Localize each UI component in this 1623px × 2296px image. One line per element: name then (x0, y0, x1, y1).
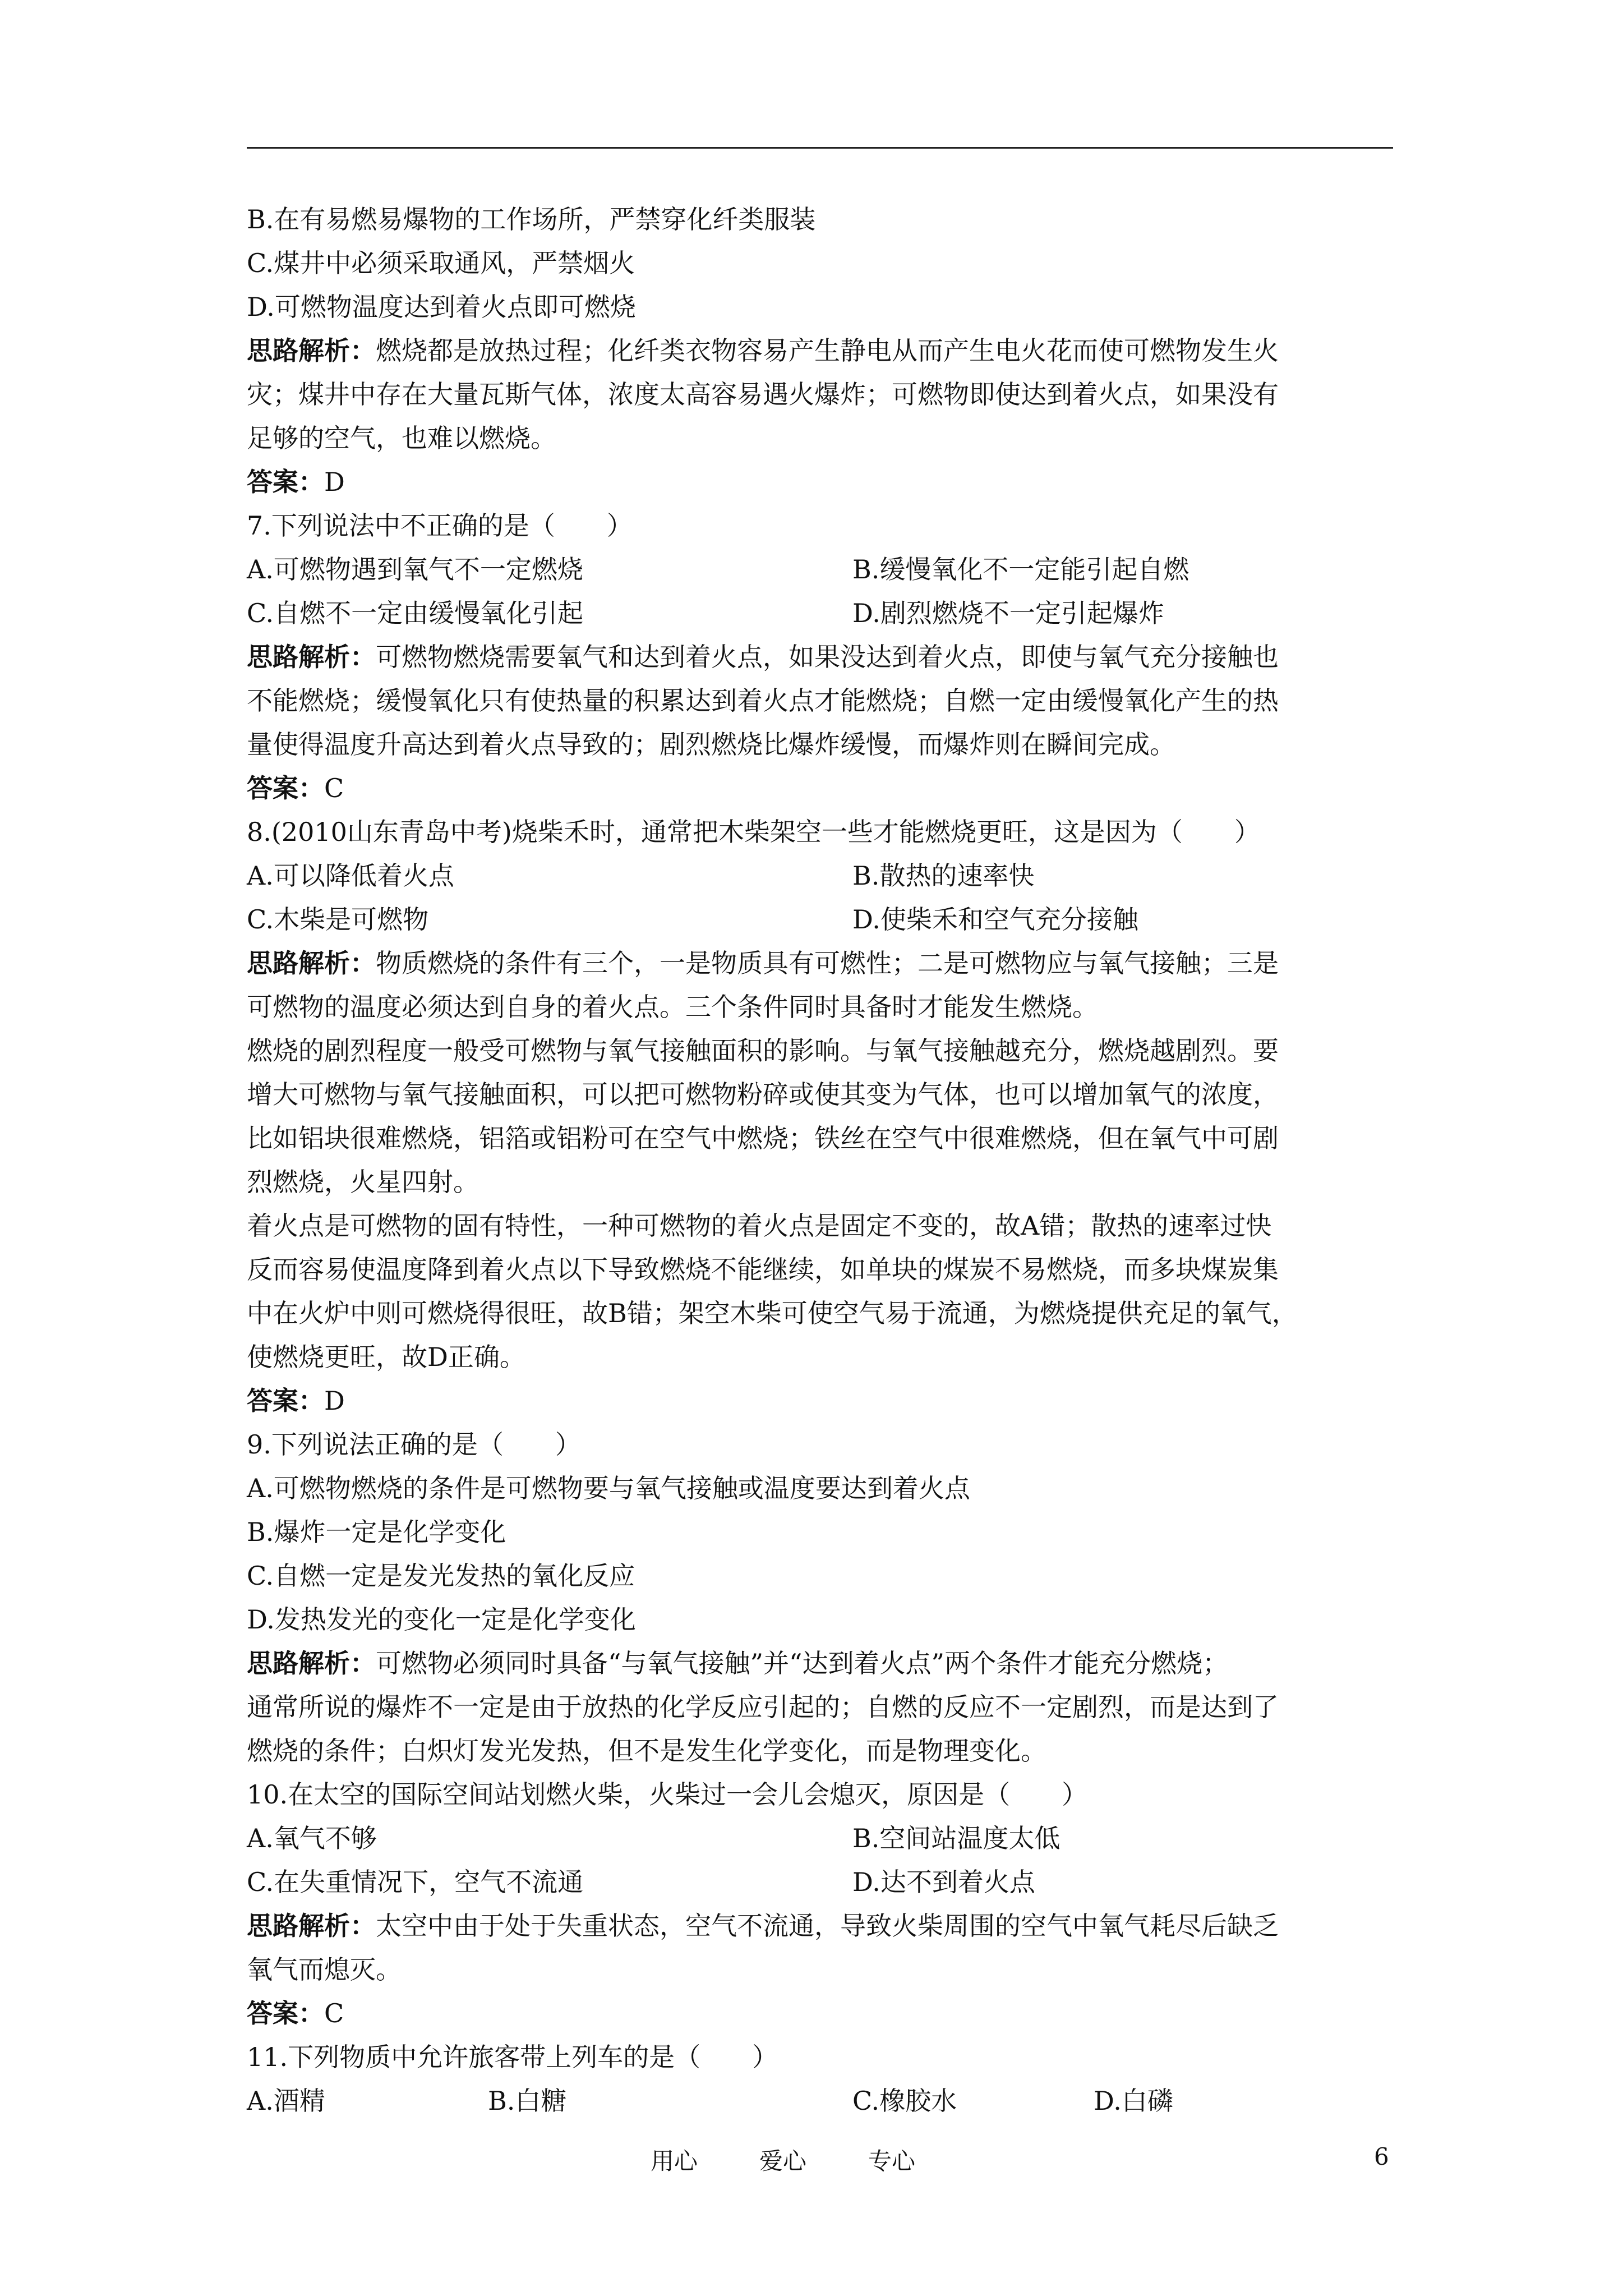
option: C.自燃不一定由缓慢氧化引起 (247, 598, 584, 628)
option-line: B.在有易燃易爆物的工作场所，严禁穿化纤类服装 (247, 204, 816, 234)
q11-options-row (247, 2079, 1393, 2123)
q7-answer: 答案：C (247, 773, 344, 803)
q6-answer: 答案：D (247, 467, 345, 497)
option: B.缓慢氧化不一定能引起自燃 (852, 554, 1189, 585)
analysis-label: 思路解析： (247, 1648, 376, 1678)
q8-extra-line: 比如铝块很难燃烧，铝箔或铝粉可在空气中燃烧；铁丝在空气中很难燃烧，但在氧气中可剧 (247, 1123, 1279, 1153)
option: C.自燃一定是发光发热的氧化反应 (247, 1561, 635, 1591)
q8-extra-line: 反而容易使温度降到着火点以下导致燃烧不能继续，如单块的煤炭不易燃烧，而多块煤炭集 (247, 1254, 1279, 1285)
option-line: C.煤井中必须采取通风，严禁烟火 (247, 248, 635, 278)
option: C.在失重情况下，空气不流通 (247, 1867, 584, 1897)
q7-options-row (247, 547, 1393, 591)
q7-options-row (247, 591, 1393, 635)
option: D.剧烈燃烧不一定引起爆炸 (852, 598, 1164, 628)
q8-options-row (247, 898, 1393, 941)
option: D.白磷 (1094, 2086, 1173, 2116)
q10-options-row (247, 1860, 1393, 1904)
q7-analysis-line: 思路解析：可燃物燃烧需要氧气和达到着火点，如果没达到着火点，即使与氧气充分接触也 (247, 642, 1279, 672)
option: D.发热发光的变化一定是化学变化 (247, 1604, 636, 1635)
analysis-label: 思路解析： (247, 1911, 376, 1941)
analysis-label: 思路解析： (247, 642, 376, 672)
option: A.酒精 (247, 2086, 325, 2116)
q8-extra-line: 增大可燃物与氧气接触面积，可以把可燃物粉碎或使其变为气体，也可以增加氧气的浓度， (247, 1079, 1279, 1110)
q6-analysis-line: 灾；煤井中存在大量瓦斯气体，浓度太高容易遇火爆炸；可燃物即使达到着火点，如果没有 (247, 379, 1279, 409)
q8-extra-line: 燃烧的剧烈程度一般受可燃物与氧气接触面积的影响。与氧气接触越充分，燃烧越剧烈。要 (247, 1036, 1279, 1066)
header-rule (247, 147, 1393, 149)
option: B.空间站温度太低 (852, 1823, 1061, 1853)
q10-stem: 10.在太空的国际空间站划燃火柴，火柴过一会儿会熄灭，原因是（ ） (247, 1779, 1088, 1810)
option: A.可燃物遇到氧气不一定燃烧 (247, 554, 583, 585)
q6-analysis-line: 思路解析：燃烧都是放热过程；化纤类衣物容易产生静电从而产生电火花而使可燃物发生火 (247, 335, 1279, 366)
footer-motto-word: 爱心 (759, 2147, 807, 2175)
q10-options-row (247, 1816, 1393, 1860)
option: C.木柴是可燃物 (247, 904, 429, 935)
option: D.达不到着火点 (852, 1867, 1035, 1897)
q9-stem: 9.下列说法正确的是（ ） (247, 1429, 581, 1460)
q9-analysis-line: 思路解析：可燃物必须同时具备“与氧气接触”并“达到着火点”两个条件才能充分燃烧； (247, 1648, 1229, 1678)
q7-stem: 7.下列说法中不正确的是（ ） (247, 510, 633, 541)
footer-motto-word: 用心 (651, 2147, 698, 2175)
q11-stem: 11.下列物质中允许旅客带上列车的是（ ） (247, 2042, 778, 2072)
analysis-label: 思路解析： (247, 335, 376, 366)
footer-motto (651, 2143, 915, 2177)
q10-answer: 答案：C (247, 1998, 344, 2028)
answer-label: 答案： (247, 1998, 324, 2028)
q9-analysis-line: 通常所说的爆炸不一定是由于放热的化学反应引起的；自燃的反应不一定剧烈，而是达到了 (247, 1692, 1279, 1722)
q8-answer: 答案：D (247, 1386, 345, 1416)
q6-analysis-line: 足够的空气，也难以燃烧。 (247, 423, 556, 453)
q8-analysis-line: 思路解析：物质燃烧的条件有三个，一是物质具有可燃性；二是可燃物应与氧气接触；三是 (247, 948, 1279, 978)
option: C.橡胶水 (852, 2086, 957, 2116)
footer-motto-word: 专心 (868, 2147, 916, 2175)
option: B.散热的速率快 (852, 861, 1035, 891)
option: A.氧气不够 (247, 1823, 377, 1853)
q8-extra-line: 中在火炉中则可燃烧得很旺，故B错；架空木柴可使空气易于流通，为燃烧提供充足的氧气， (247, 1298, 1298, 1328)
analysis-label: 思路解析： (247, 948, 376, 978)
q8-extra-line: 烈燃烧，火星四射。 (247, 1167, 479, 1197)
option: D.使柴禾和空气充分接触 (852, 904, 1138, 935)
document-body (247, 197, 1393, 2123)
option: B.白糖 (488, 2086, 567, 2116)
answer-label: 答案： (247, 1386, 324, 1416)
option: A.可以降低着火点 (247, 861, 454, 891)
option: B.爆炸一定是化学变化 (247, 1517, 506, 1547)
q8-extra-line: 着火点是可燃物的固有特性，一种可燃物的着火点是固定不变的，故A错；散热的速率过快 (247, 1211, 1272, 1241)
q7-analysis-line: 不能燃烧；缓慢氧化只有使热量的积累达到着火点才能燃烧；自燃一定由缓慢氧化产生的热 (247, 685, 1279, 716)
q10-analysis-line: 氧气而熄灭。 (247, 1954, 402, 1985)
q9-analysis-line: 燃烧的条件；白炽灯发光发热，但不是发生化学变化，而是物理变化。 (247, 1736, 1046, 1766)
q8-stem: 8.(2010山东青岛中考)烧柴禾时，通常把木柴架空一些才能燃烧更旺，这是因为（ ） (247, 817, 1260, 847)
q8-analysis-line: 可燃物的温度必须达到自身的着火点。三个条件同时具备时才能发生燃烧。 (247, 992, 1098, 1022)
q7-analysis-line: 量使得温度升高达到着火点导致的；剧烈燃烧比爆炸缓慢，而爆炸则在瞬间完成。 (247, 729, 1175, 760)
answer-label: 答案： (247, 467, 324, 497)
answer-label: 答案： (247, 773, 324, 803)
q8-extra-line: 使燃烧更旺，故D正确。 (247, 1342, 525, 1372)
option-line: D.可燃物温度达到着火点即可燃烧 (247, 292, 636, 322)
page-number: 6 (1374, 2143, 1389, 2170)
option: A.可燃物燃烧的条件是可燃物要与氧气接触或温度要达到着火点 (247, 1473, 970, 1503)
q10-analysis-line: 思路解析：太空中由于处于失重状态，空气不流通，导致火柴周围的空气中氧气耗尽后缺乏 (247, 1911, 1279, 1941)
page-footer (0, 2143, 1623, 2177)
q8-options-row (247, 854, 1393, 898)
